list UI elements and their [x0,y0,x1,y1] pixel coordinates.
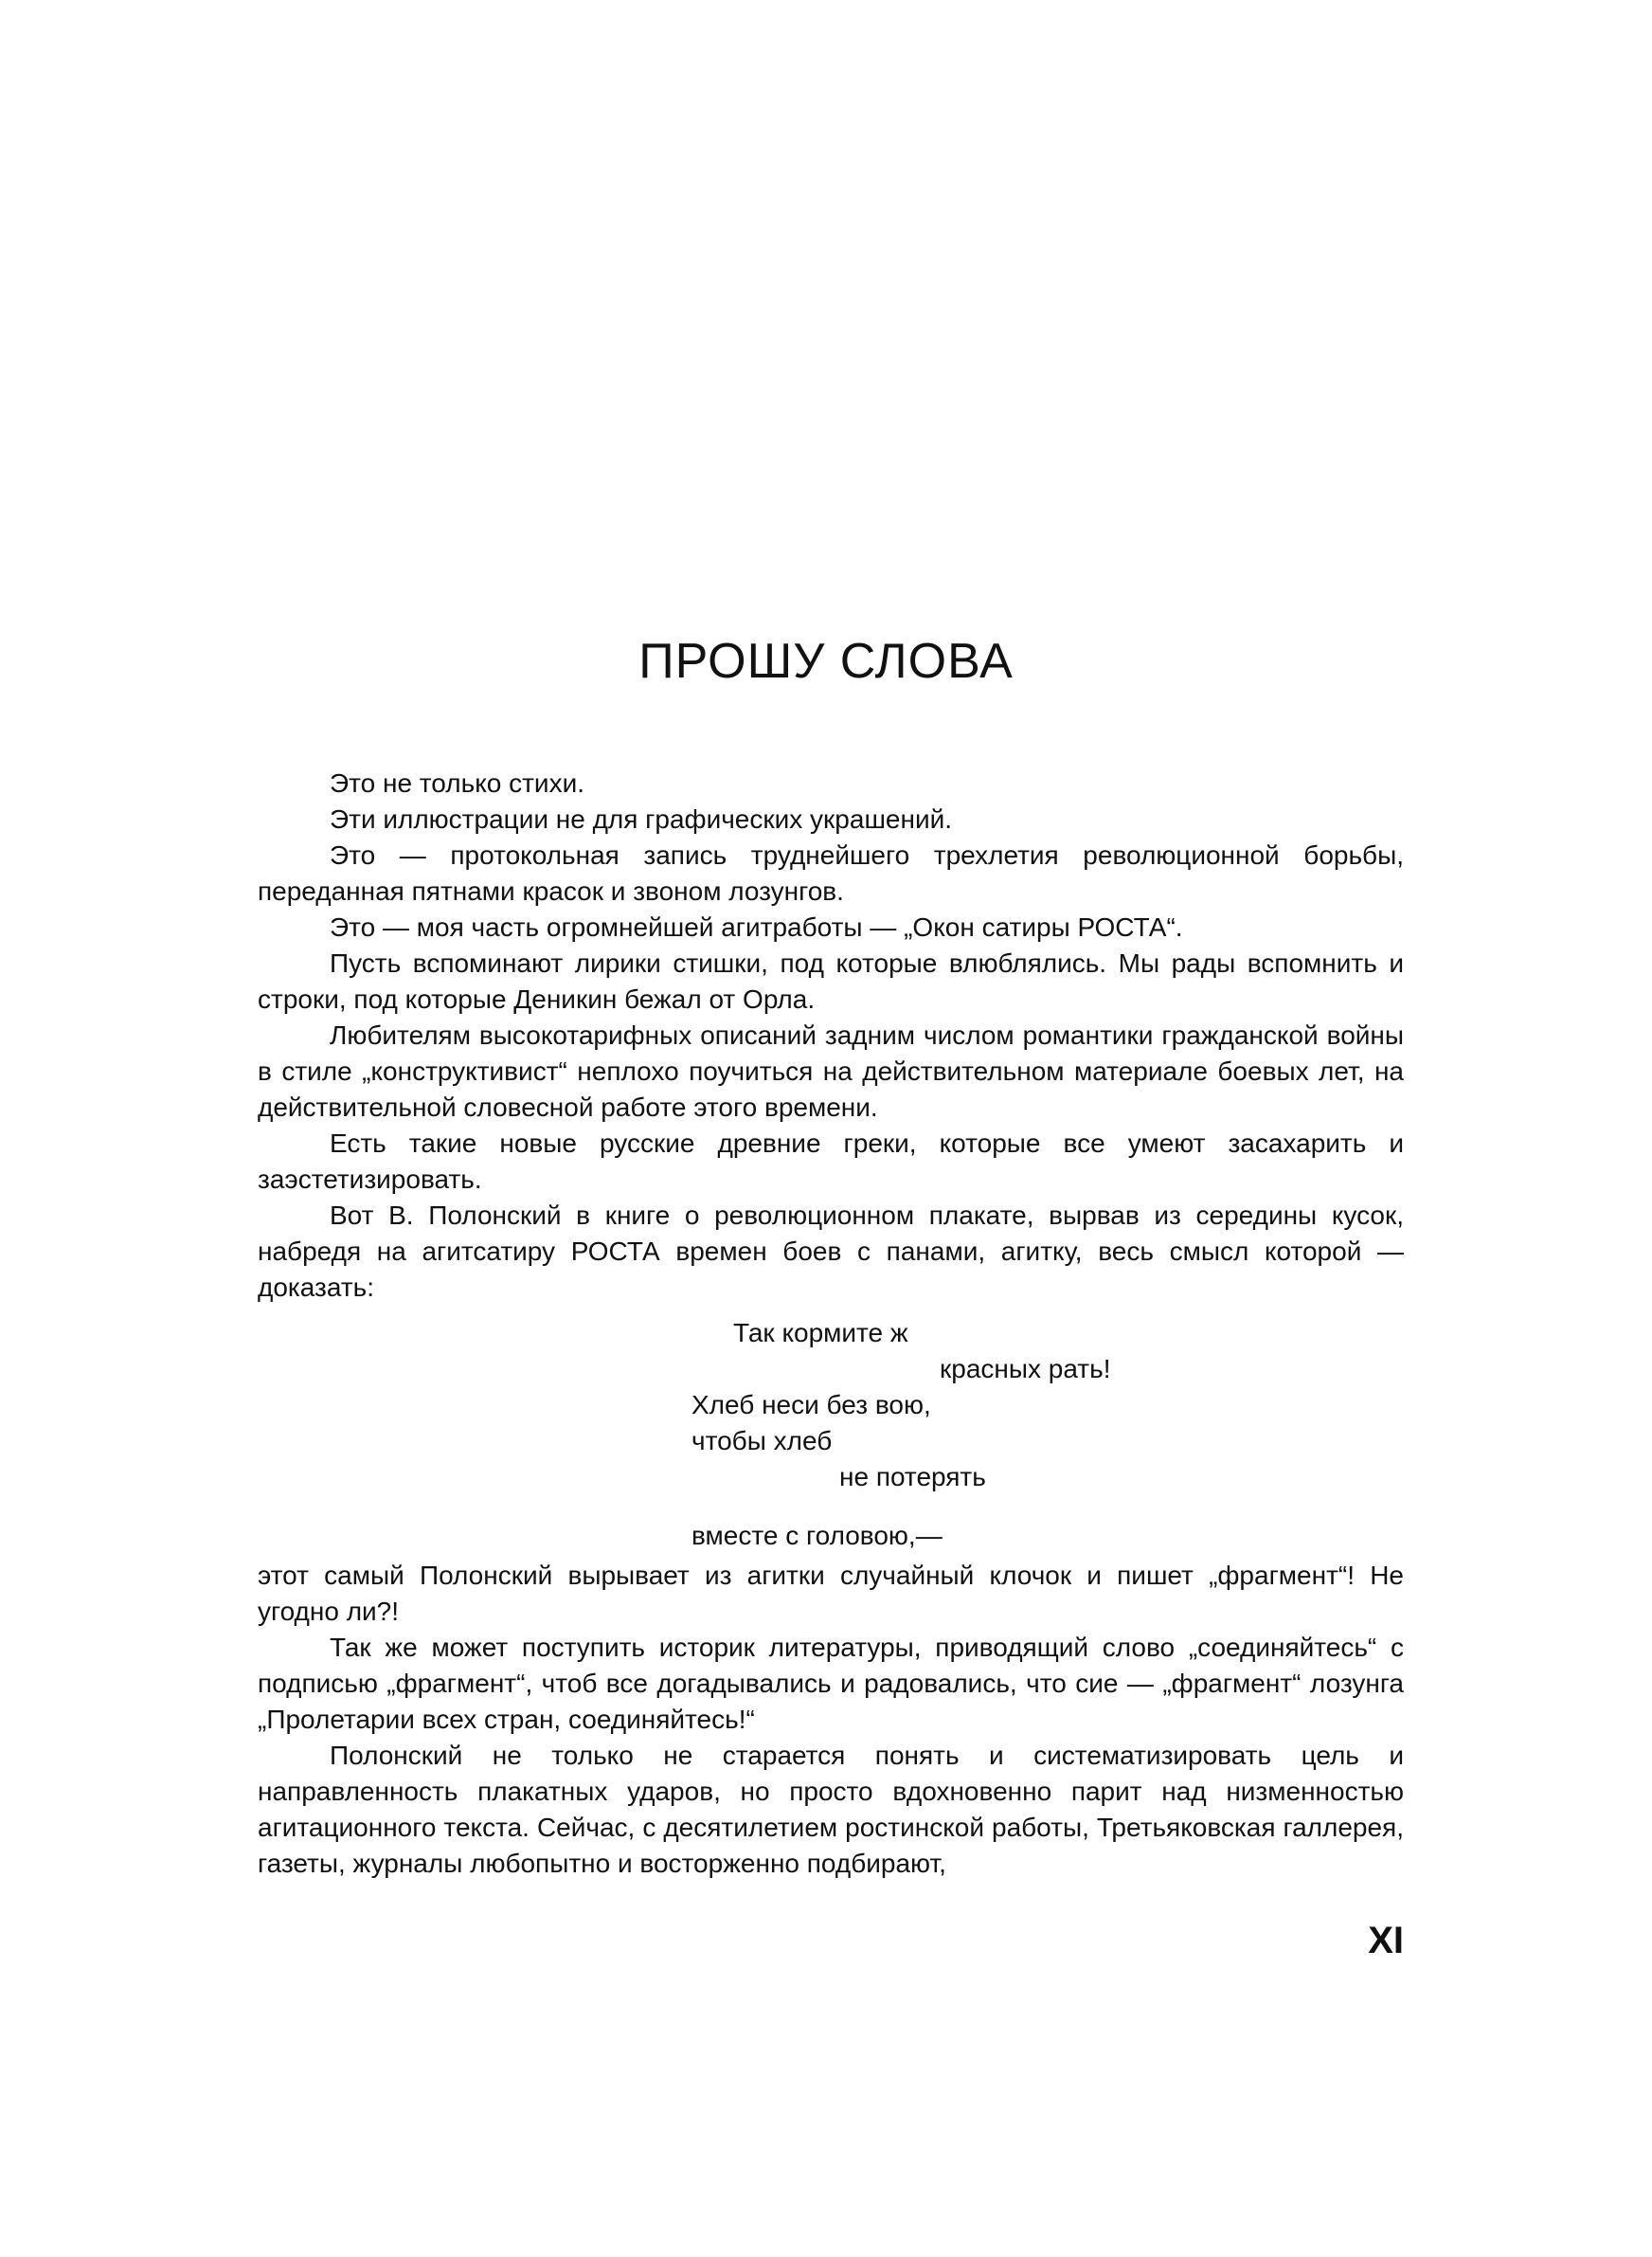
paragraph-7: Есть такие новые русские древние греки, которые все умеют засахарить и заэстетизировать. [258,1128,1404,1194]
page-number: XI [1368,1920,1404,1961]
paragraph-6: Любителям высокотарифных описаний задним числом романтики гражданской войны в стиле „конструктивист“ неплохо поучиться на действительном материале боевых лет, на действительной словесной работе этого времени. [258,1020,1404,1122]
verse-line-1: Так кормите ж [733,1318,908,1347]
verse-quote [258,1306,1404,1558]
paragraph-5: Пусть вспоминают лирики стишки, под которые влюблялись. Мы рады вспомнить и строки, под которые Деникин бежал от Орла. [258,948,1404,1014]
paragraph-10: Так же может поступить историк литературы, приводящий слово „соединяйтесь“ с подписью „фрагмент“, чтоб все догадывались и радовались, что сие — „фрагмент“ лозунга „Пролетарии всех стран, соединяйтесь!“ [258,1633,1404,1734]
verse-line-3: Хлеб неси без вою, [691,1390,931,1419]
paragraph-3: Это — протокольная запись труднейшего трехлетия революционной борьбы, переданная пятнами красок и звоном лозунгов. [258,840,1404,906]
paragraph-1: Это не только стихи. [330,768,584,798]
paragraph-2: Эти иллюстрации не для графических украшений. [330,804,953,834]
verse-line-4: чтобы хлеб [691,1426,833,1455]
paragraph-9: этот самый Полонский вырывает из агитки случайный клочок и пишет „фрагмент“! Не угодно ли?! [258,1561,1404,1626]
page-title: ПРОШУ СЛОВА [638,634,1014,689]
verse-line-6: вместе с головою,— [691,1521,943,1550]
verse-line-5: не потерять [839,1462,986,1491]
paragraph-8: Вот В. Полонский в книге о революционном плакате, вырвав из середины кусок, набредя на агитсатиру РОСТА времен боев с панами, агитку, весь смысл которой — доказать: [258,1201,1404,1302]
article-body [258,766,1404,1882]
verse-line-2: красных рать! [940,1354,1111,1383]
paragraph-4: Это — моя часть огромнейшей агитработы — „Окон сатиры РОСТА“. [330,912,1183,942]
paragraph-11: Полонский не только не старается понять и систематизировать цель и направленность плакатных ударов, но просто вдохновенно парит над низменностью агитационного текста. Сейчас, с десятилетием ростинской работы, Третьяковская галлерея, газеты, журналы любопытно и восторженно подбирают, [258,1741,1404,1878]
